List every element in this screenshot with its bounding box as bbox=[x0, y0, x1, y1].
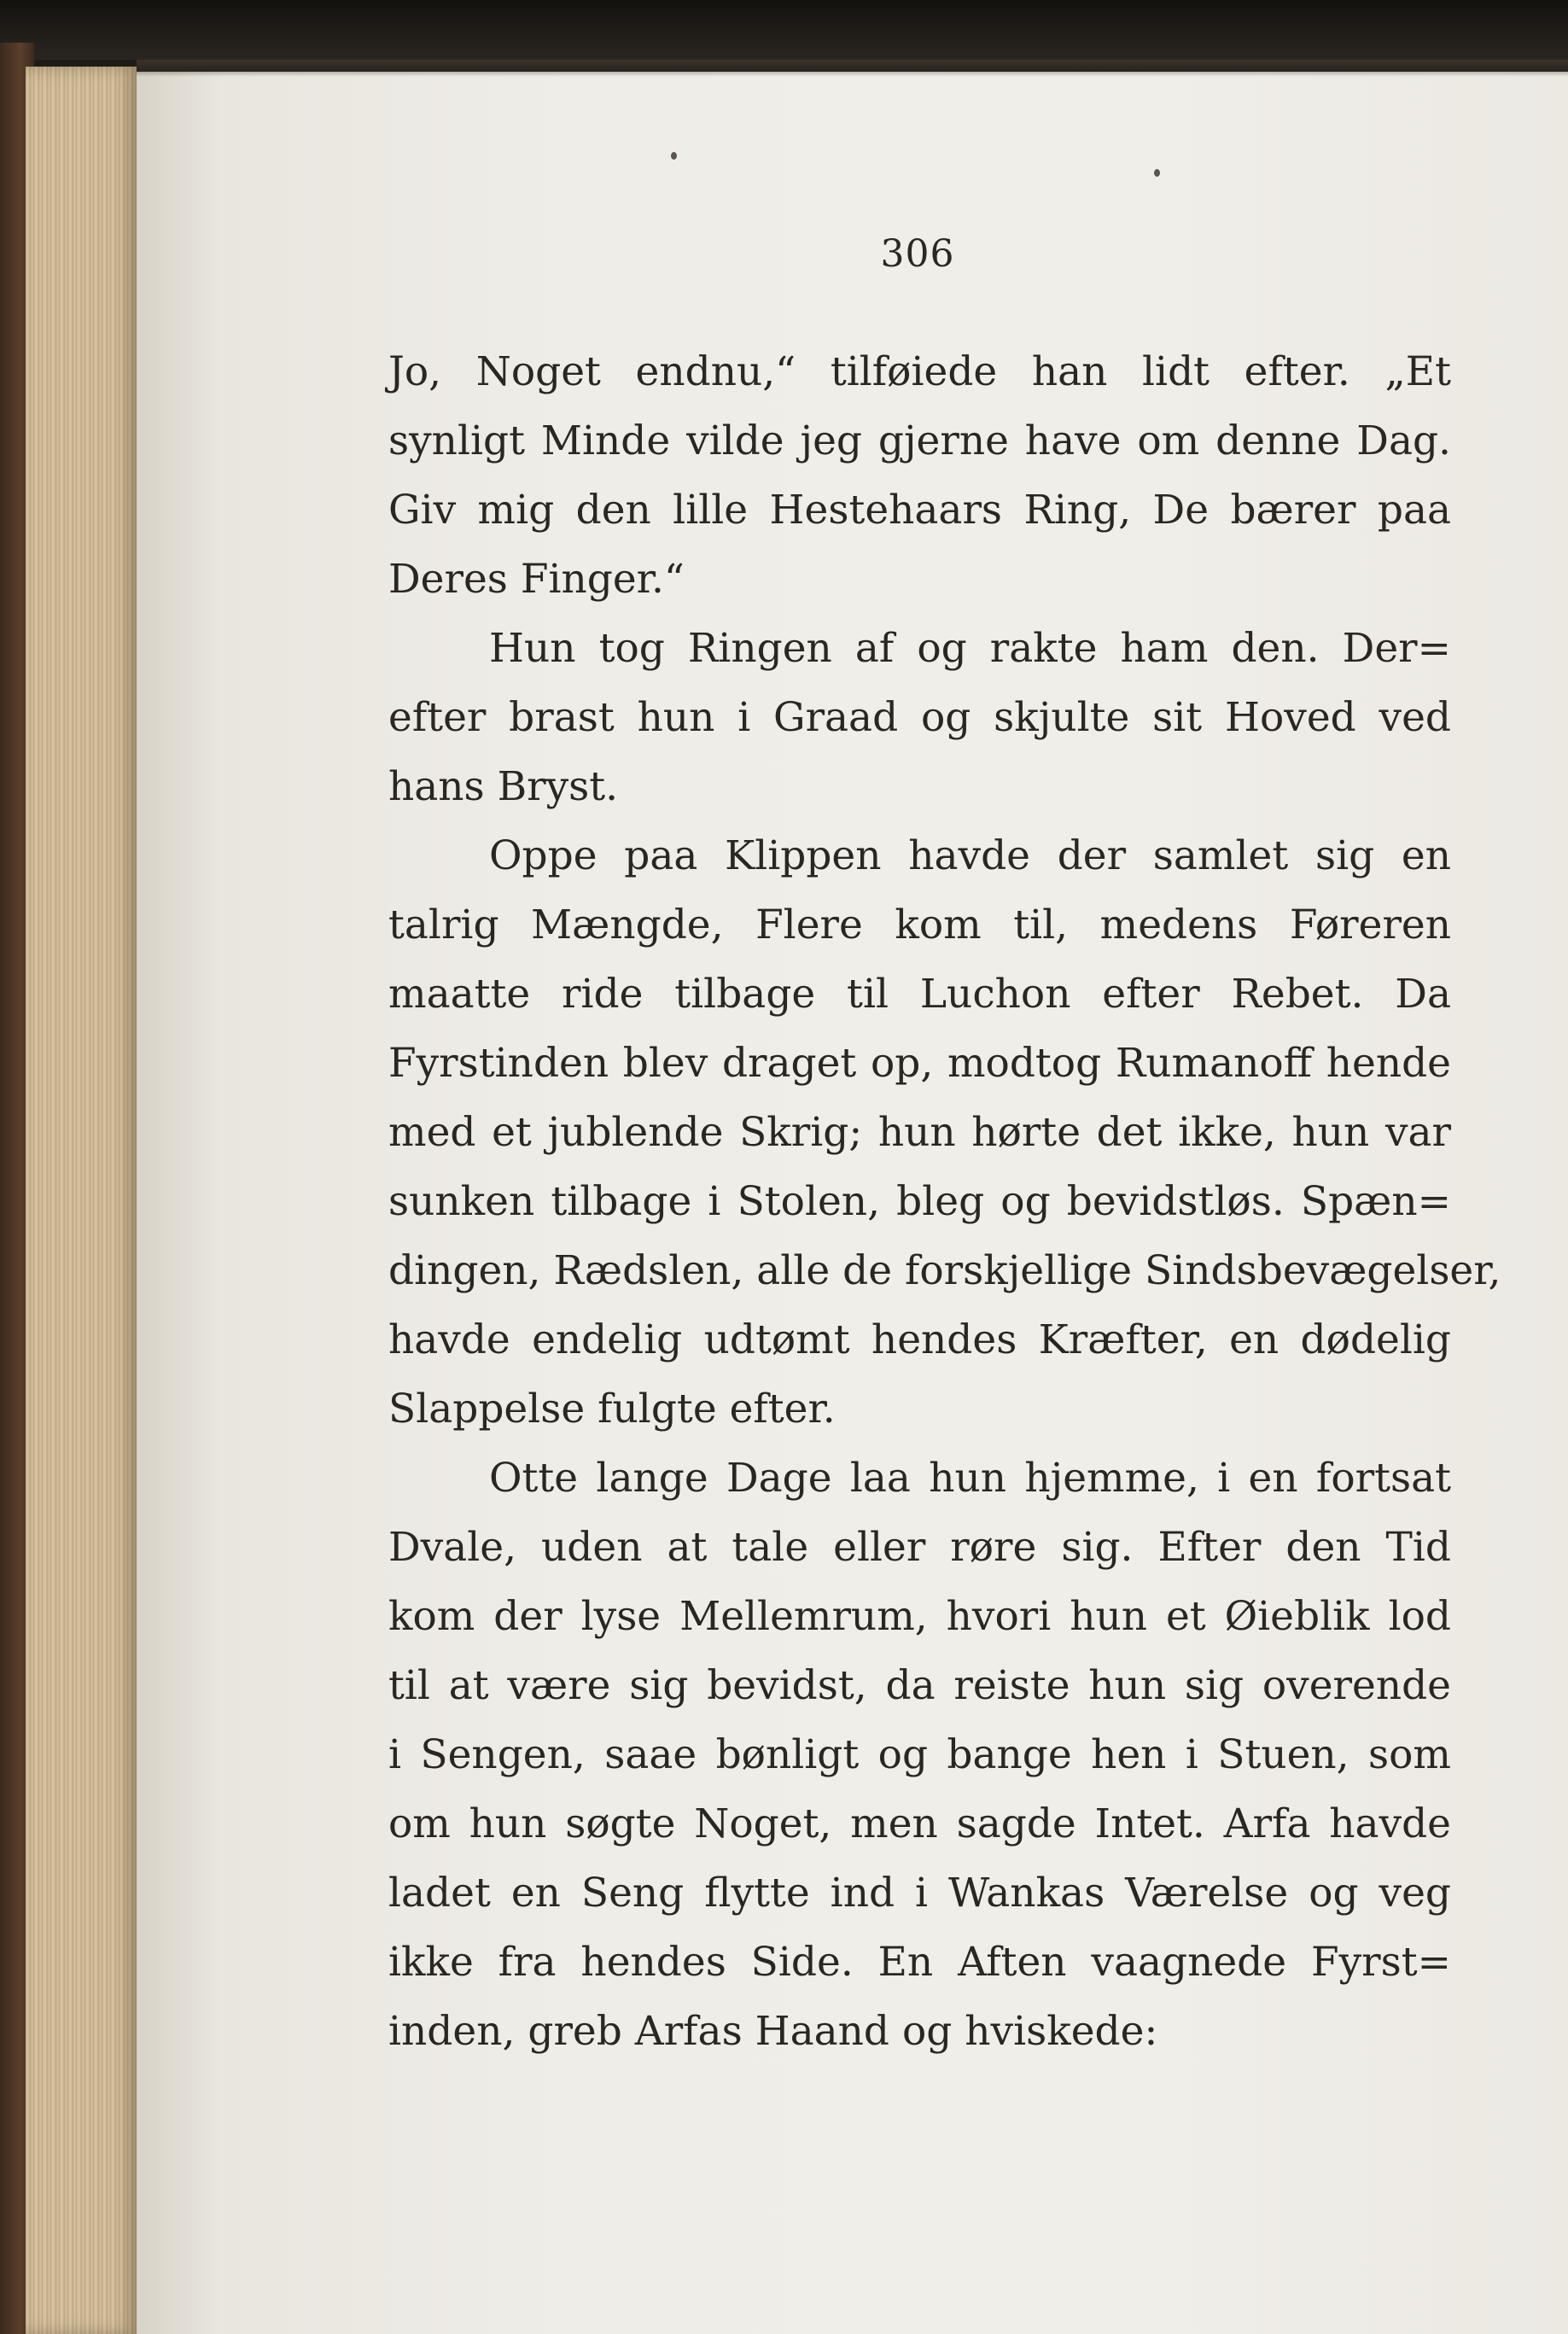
text-line: hans Bryst. bbox=[388, 763, 619, 810]
text-line: synligt Minde vilde jeg gjerne have om denne Dag. bbox=[388, 417, 1451, 464]
text-line: med et jublende Skrig; hun hørte det ikke, hun var bbox=[388, 1109, 1451, 1156]
text-line: talrig Mængde, Flere kom til, medens Føreren bbox=[388, 902, 1451, 948]
paper-speck bbox=[671, 152, 677, 160]
page-number: 306 bbox=[880, 232, 955, 276]
text-line: Otte lange Dage laa hun hjemme, i en fortsat bbox=[489, 1455, 1451, 1502]
text-line: Slappelse fulgte efter. bbox=[388, 1386, 836, 1432]
text-line: i Sengen, saae bønligt og bange hen i Stuen, som bbox=[388, 1731, 1451, 1778]
text-line: Giv mig den lille Hestehaars Ring, De bærer paa bbox=[388, 487, 1451, 534]
text-line: Fyrstinden blev draget op, modtog Rumanoff hende bbox=[388, 1040, 1451, 1087]
paper-speck bbox=[1154, 169, 1160, 177]
text-line: inden, greb Arfas Haand og hviskede: bbox=[388, 2008, 1158, 2055]
text-line: maatte ride tilbage til Luchon efter Rebet. Da bbox=[388, 971, 1451, 1018]
text-line: Dvale, uden at tale eller røre sig. Efter den Tid bbox=[388, 1524, 1451, 1571]
background-top bbox=[0, 0, 1568, 60]
page-edges bbox=[26, 67, 137, 2334]
text-line: ladet en Seng flytte ind i Wankas Værelse og veg bbox=[388, 1870, 1451, 1917]
page-top-shadow bbox=[137, 60, 1568, 77]
text-line: Deres Finger.“ bbox=[388, 556, 685, 603]
text-line: om hun søgte Noget, men sagde Intet. Arfa havde bbox=[388, 1800, 1451, 1847]
text-line: efter brast hun i Graad og skjulte sit Hoved ved bbox=[388, 694, 1451, 741]
text-line: havde endelig udtømt hendes Kræfter, en dødelig bbox=[388, 1316, 1451, 1363]
text-line: dingen, Rædslen, alle de forskjellige Sindsbevægelser, bbox=[388, 1247, 1501, 1294]
text-line: ikke fra hendes Side. En Aften vaagnede Fyrst= bbox=[388, 1939, 1451, 1986]
text-line: Oppe paa Klippen havde der samlet sig en bbox=[489, 832, 1451, 879]
text-line: til at være sig bevidst, da reiste hun sig overende bbox=[388, 1662, 1451, 1709]
text-line: sunken tilbage i Stolen, bleg og bevidstløs. Spæn= bbox=[388, 1178, 1451, 1225]
text-line: kom der lyse Mellemrum, hvori hun et Øieblik lod bbox=[388, 1593, 1451, 1640]
text-line: Hun tog Ringen af og rakte ham den. Der= bbox=[489, 625, 1451, 672]
body-text bbox=[388, 337, 1501, 2066]
text-line: Jo, Noget endnu,“ tilføiede han lidt efter. „Et bbox=[388, 348, 1451, 395]
